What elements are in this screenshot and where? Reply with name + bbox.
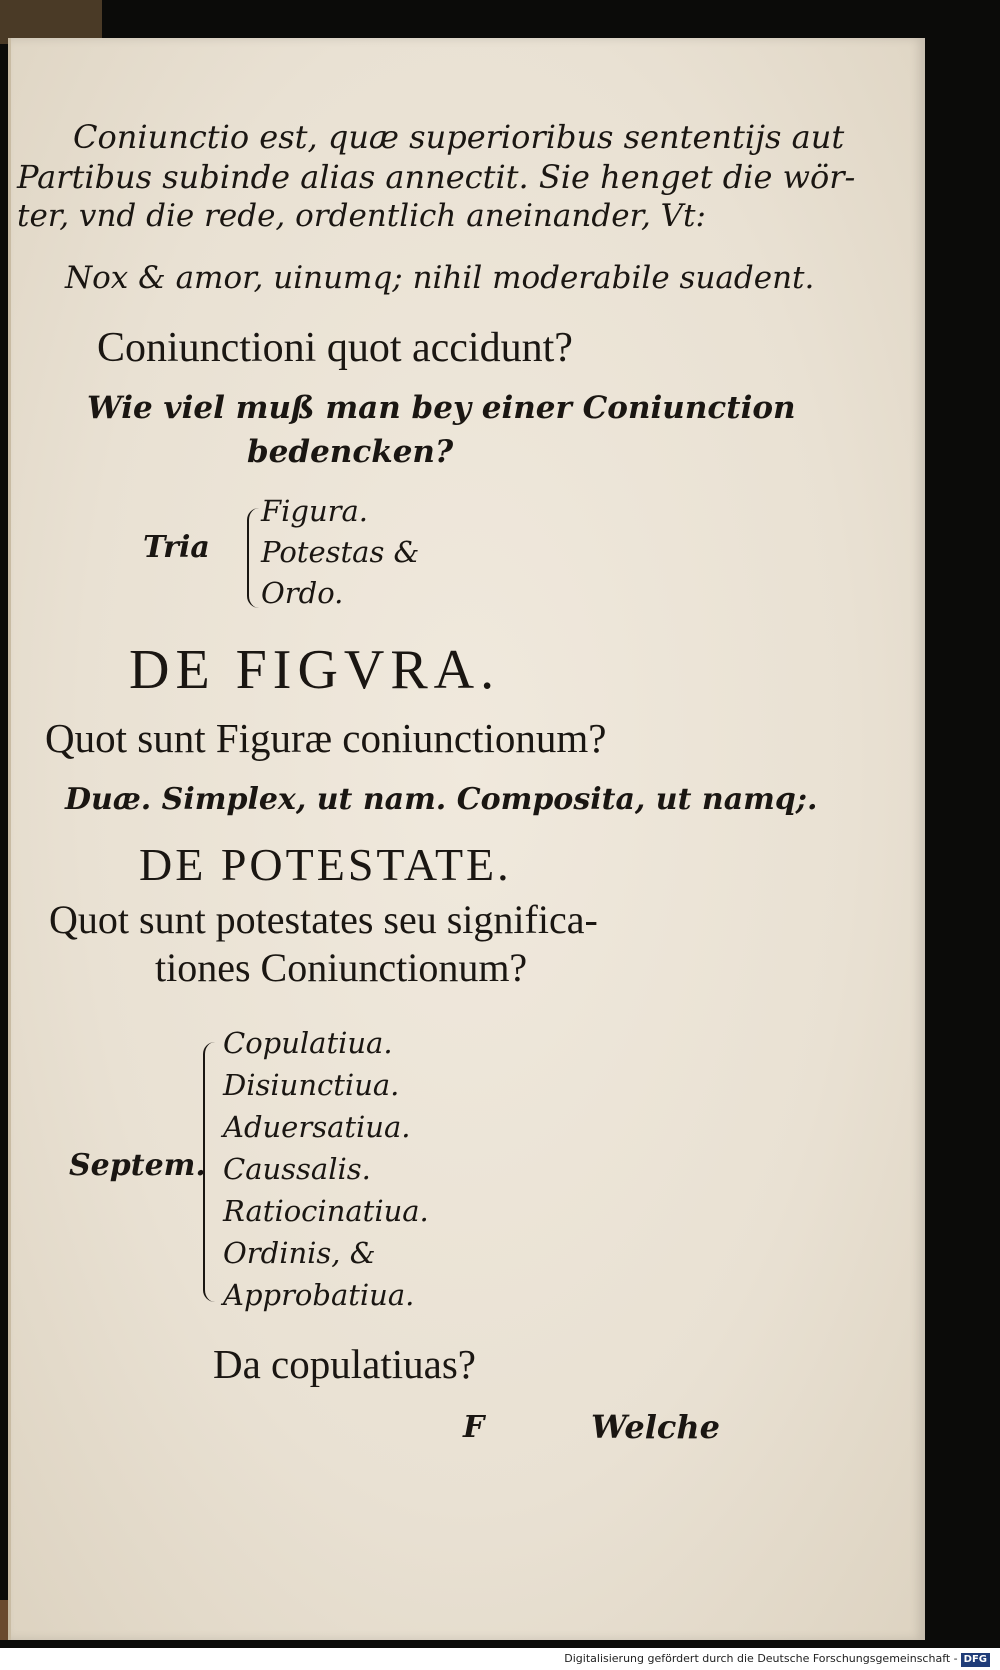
heading-de-potestate: DE POTESTATE. (139, 839, 512, 890)
septem-item-6: Ordinis, & (223, 1236, 376, 1270)
heading-de-figura: DE FIGVRA. (129, 639, 501, 701)
septem-item-3: Aduersatiua. (223, 1110, 411, 1144)
septem-item-5: Ratiocinatiua. (223, 1194, 429, 1228)
potestate-question-line-1: Quot sunt potestates seu significa- (49, 897, 598, 942)
text-line-2: Partibus subinde alias annectit. Sie henget die wör- (17, 158, 856, 196)
tria-label: Tria (143, 530, 210, 565)
tria-item-1: Figura. (261, 494, 369, 528)
digitization-footer (0, 1648, 1000, 1670)
septem-label: Septem. (69, 1148, 206, 1183)
text-line-3: ter, vnd die rede, ordentlich aneinander, Vt: (17, 198, 706, 234)
potestate-question-line-2: tiones Coniunctionum? (155, 945, 528, 990)
septem-item-7: Approbatiua. (223, 1278, 415, 1312)
text-line-6: Wie viel muß man bey einer Coniunction (87, 390, 796, 426)
signature-mark: F (463, 1410, 485, 1445)
septem-item-1: Copulatiua. (223, 1026, 393, 1060)
question-line: Coniunctioni quot accidunt? (97, 325, 573, 371)
catchword: Welche (591, 1408, 720, 1446)
tria-item-2: Potestas & (261, 535, 420, 569)
text-line-1: Coniunctio est, quæ superioribus sententijs aut (73, 118, 845, 156)
tria-item-3: Ordo. (261, 576, 344, 610)
scanned-page (8, 38, 925, 1640)
septem-brace (203, 1042, 217, 1302)
closing-question: Da copulatiuas? (213, 1341, 476, 1387)
dfg-logo: DFG (961, 1653, 990, 1667)
text-line-4: Nox & amor, uinumq; nihil moderabile suadent. (65, 260, 815, 296)
tria-brace (247, 508, 259, 608)
text-line-7: bedencken? (247, 434, 454, 470)
footer-text: Digitalisierung gefördert durch die Deutsche Forschungsgemeinschaft - (564, 1652, 958, 1665)
figura-answer: Duæ. Simplex, ut nam. Composita, ut namq;. (65, 782, 818, 817)
figura-question: Quot sunt Figuræ coniunctionum? (45, 715, 607, 761)
septem-item-2: Disiunctiua. (223, 1068, 400, 1102)
septem-item-4: Caussalis. (223, 1152, 371, 1186)
